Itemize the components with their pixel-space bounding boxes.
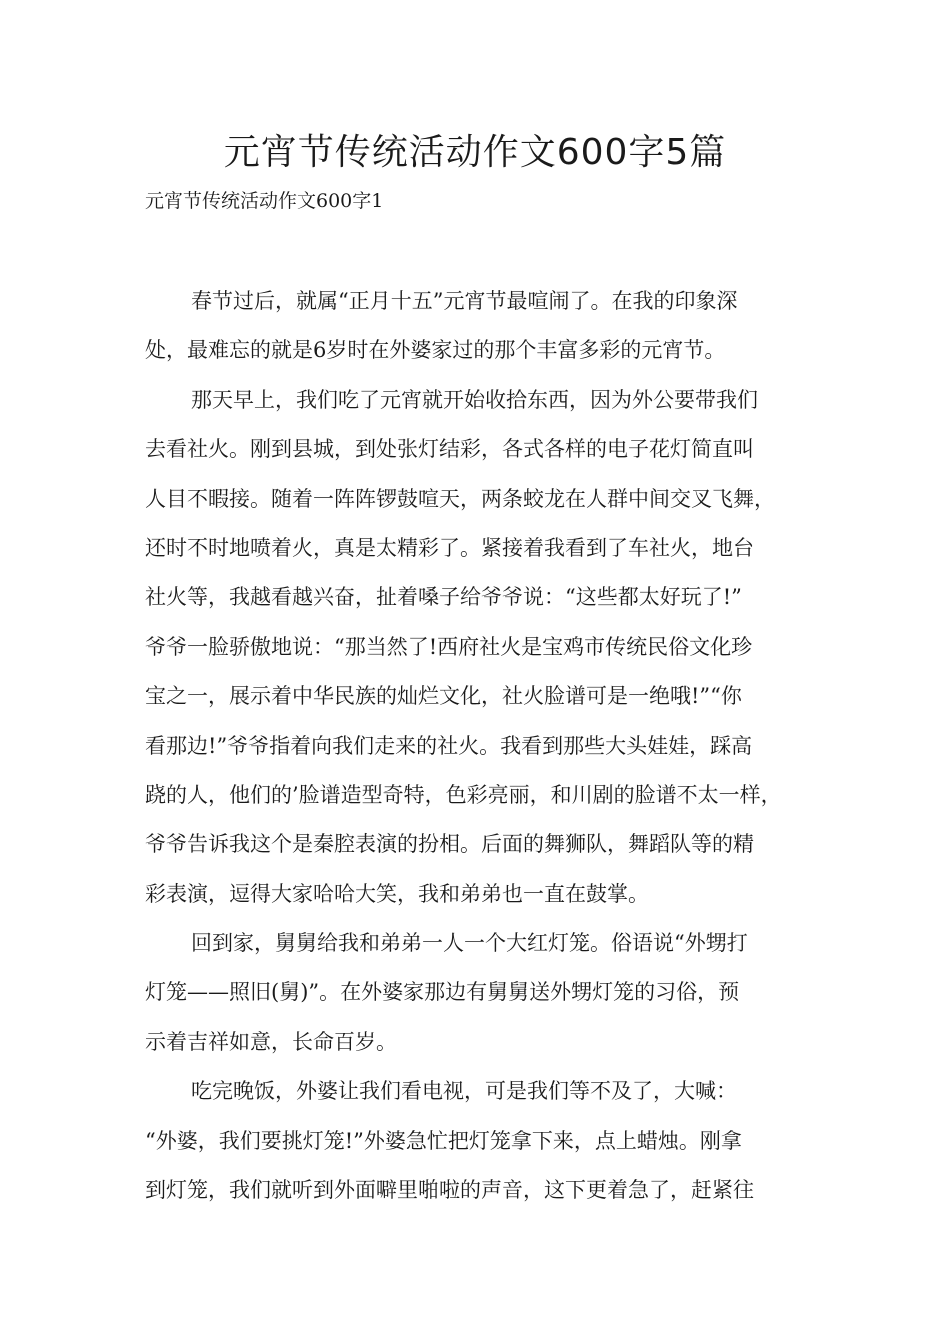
section-heading: 元宵节传统活动作文600字1 xyxy=(145,190,384,212)
text-line: 彩表演，逗得大家哈哈大笑，我和弟弟也一直在鼓掌。 xyxy=(145,881,649,906)
text-line: 宝之一，展示着中华民族的灿烂文化，社火脸谱可是一绝哦!”“你 xyxy=(145,684,742,709)
text-line: 跷的人，他们的’脸谱造型奇特，色彩亮丽，和川剧的脸谱不太一样， xyxy=(145,782,782,807)
text-line: 看那边!”爷爷指着向我们走来的社火。我看到那些大头娃娃，踩高 xyxy=(145,733,753,758)
text-line: 爷爷告诉我这个是秦腔表演的扮相。后面的舞狮队，舞蹈队等的精 xyxy=(145,832,754,857)
text-line: 还时不时地喷着火，真是太精彩了。紧接着我看到了车社火，地台 xyxy=(145,535,754,560)
text-line: 到灯笼，我们就听到外面噼里啪啦的声音，这下更着急了，赶紧往 xyxy=(145,1178,754,1203)
text-line: 人目不暇接。随着一阵阵锣鼓喧天，两条蛟龙在人群中间交叉飞舞， xyxy=(145,486,775,511)
text-line: 示着吉祥如意，长命百岁。 xyxy=(145,1029,397,1054)
text-line: 社火等，我越看越兴奋，扯着嗓子给爷爷说：“这些都太好玩了!” xyxy=(145,585,742,610)
text-line: 处，最难忘的就是6岁时在外婆家过的那个丰富多彩的元宵节。 xyxy=(145,338,726,363)
text-line: 那天早上，我们吃了元宵就开始收拾东西，因为外公要带我们 xyxy=(191,387,758,412)
text-line: 去看社火。刚到县城，到处张灯结彩，各式各样的电子花灯简直叫 xyxy=(145,437,754,462)
text-line: 吃完晚饭，外婆让我们看电视，可是我们等不及了，大喊： xyxy=(191,1079,737,1104)
text-line: 灯笼——照旧(舅)”。在外婆家那边有舅舅送外甥灯笼的习俗，预 xyxy=(145,980,740,1005)
text-line: “外婆，我们要挑灯笼!”外婆急忙把灯笼拿下来，点上蜡烛。刚拿 xyxy=(145,1128,742,1153)
text-line: 回到家，舅舅给我和弟弟一人一个大红灯笼。俗语说“外甥打 xyxy=(191,931,748,956)
essay-body xyxy=(145,283,825,1221)
document-title: 元宵节传统活动作文600字5篇 xyxy=(223,132,727,173)
text-line: 春节过后，就属“正月十五”元宵节最喧闹了。在我的印象深 xyxy=(191,289,738,313)
text-line: 爷爷一脸骄傲地说：“那当然了!西府社火是宝鸡市传统民俗文化珍 xyxy=(145,634,753,659)
